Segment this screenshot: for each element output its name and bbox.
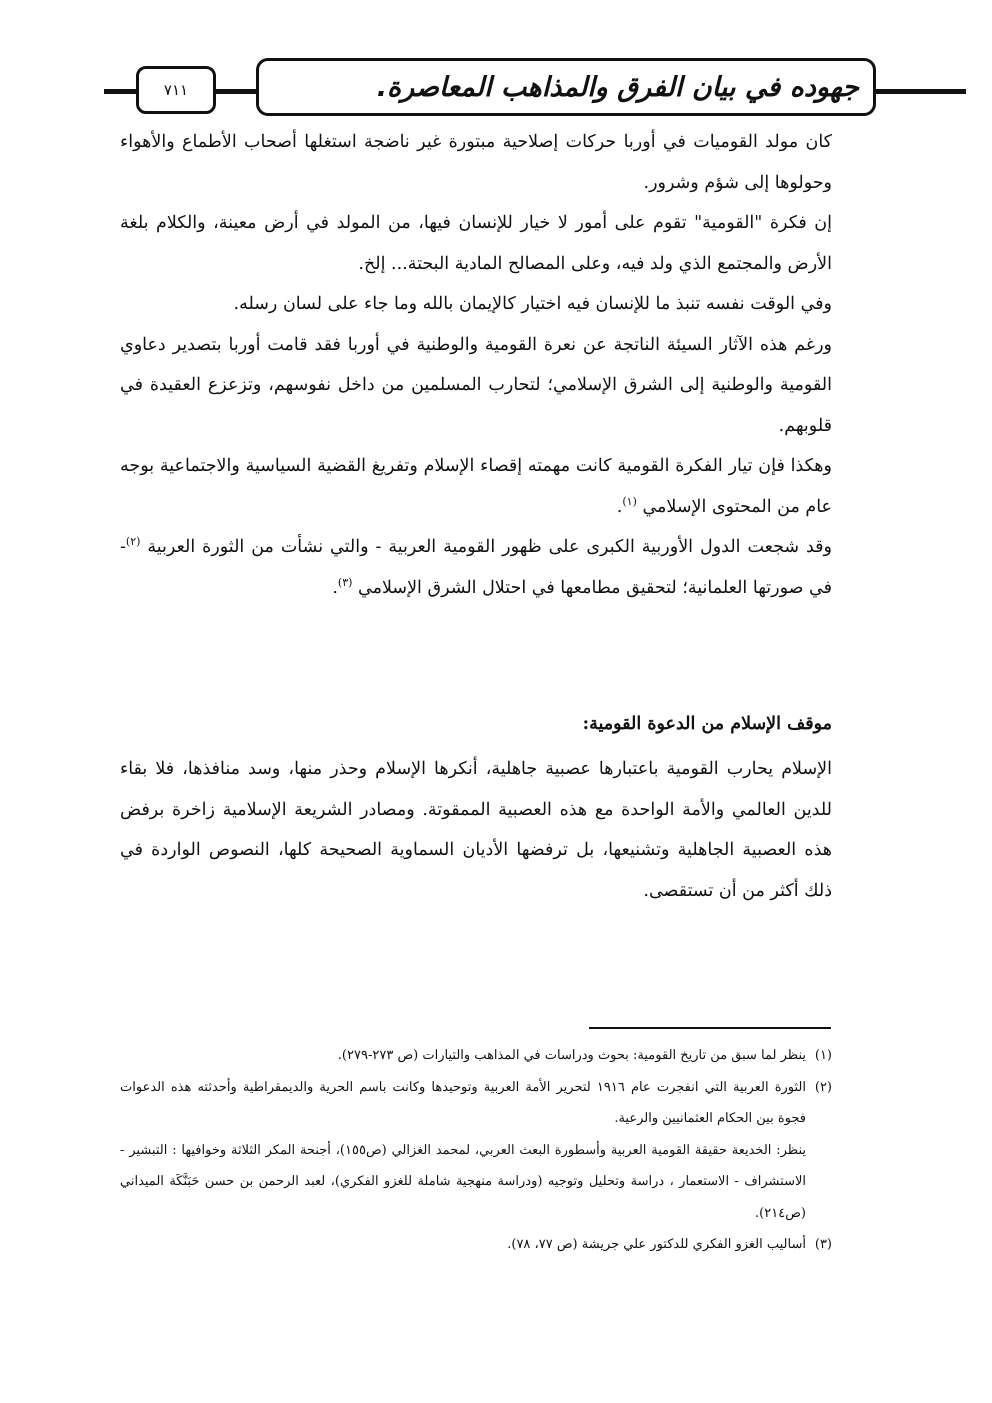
footnote-2 [120, 1072, 832, 1135]
footnote-2-continuation: ينظر: الخديعة حقيقة القومية العربية وأسطورة البعث العربي، لمحمد الغزالي (ص١٥٥)، أجنحة المكر الثلاثة وخوافيها : التبشير - الاستشراف - الاستعمار ، دراسة وتحليل وتوجيه (ودراسة منهجية شاملة للغزو الفكري)، لعبد الرحمن بن حسن حَبَنَّكَة الميداني (ص٢١٤). [120, 1142, 806, 1221]
section-paragraph: الإسلام يحارب القومية باعتبارها عصبية جاهلية، أنكرها الإسلام وحذر منها، وسد منافذها، فلا بقاء للدين العالمي والأمة الواحدة مع هذه العصبية الممقوتة. ومصادر الشريعة الإسلامية زاخرة برفض هذه العصبية الجاهلية وتشنيعها، بل ترفضها الأديان السماوية الصحيحة كلها، النصوص الواردة في ذلك أكثر من أن تستقصى. [120, 759, 832, 901]
paragraph-6-end: . [332, 577, 338, 598]
footnote-separator [589, 1027, 831, 1029]
header-rule-right [874, 89, 966, 94]
main-text [120, 122, 832, 608]
footnote-1-text: ينظر لما سبق من تاريخ القومية: بحوث ودراسات في المذاهب والتيارات (ص ٢٧٣-٢٧٩). [337, 1048, 806, 1063]
footnote-2-text: الثورة العربية التي انفجرت عام ١٩١٦ لتحرير الأمة العربية وتوحيدها وكانت باسم الحرية والديمقراطية وأحدثته هذه الدعوات فجوة بين الحكام العثمانيين والرعية. [120, 1079, 806, 1126]
footnote-ref-1[interactable]: (١) [622, 494, 637, 508]
footnote-ref-3[interactable]: (٣) [337, 575, 353, 589]
header-rule-left-outer [104, 89, 138, 94]
section-heading: موقف الإسلام من الدعوة القومية: [582, 714, 832, 734]
paragraph-6 [120, 527, 832, 608]
footnote-3-text: أساليب الغزو الفكري للدكتور علي جريشة (ص ٧٧، ٧٨). [507, 1237, 806, 1252]
paragraph-2: إن فكرة "القومية" تقوم على أمور لا خيار للإنسان فيها، من المولد في أرض معينة، والكلام بلغة الأرض والمجتمع الذي ولد فيه، وعلى المصالح المادية البحتة... إلخ. [120, 213, 832, 274]
footnote-3-mark: (٣) [814, 1237, 832, 1252]
footnote-1-mark: (١) [814, 1048, 832, 1063]
paragraph-4: ورغم هذه الآثار السيئة الناتجة عن نعرة القومية والوطنية في أوربا فقد قامت أوربا بتصدير دعاوي القومية والوطنية إلى الشرق الإسلامي؛ لتحارب المسلمين من داخل نفوسهم، وتزعزع العقيدة في قلوبهم. [120, 334, 832, 436]
paragraph-1: كان مولد القوميات في أوربا حركات إصلاحية مبتورة غير ناضجة استغلها أصحاب الأطماع والأهواء وحولوها إلى شؤم وشرور. [120, 132, 832, 193]
running-title: جهوده في بيان الفرق والمذاهب المعاصرة. [256, 58, 876, 116]
paragraph-5 [120, 446, 832, 527]
paragraph-6-text-a: وقد شجعت الدول الأوربية الكبرى على ظهور القومية العربية - والتي نشأت من الثورة العربية [147, 537, 832, 557]
paragraph-5-end: . [616, 496, 623, 517]
paragraph-6-text-b: - في صورتها العلمانية؛ لتحقيق مطامعها في احتلال الشرق الإسلامي [120, 537, 832, 598]
footnote-2-mark: (٢) [814, 1079, 832, 1095]
footnote-ref-2[interactable]: (٢) [125, 535, 141, 548]
header-rule-left-inner [216, 89, 258, 94]
paragraph-5-text: وهكذا فإن تيار الفكرة القومية كانت مهمته إقصاء الإسلام وتفريغ القضية السياسية والاجتماعية بوجه عام من المحتوى الإسلامي [120, 456, 832, 517]
page-number: ٧١١ [136, 66, 216, 114]
footnotes [120, 1040, 832, 1261]
paragraph-3: وفي الوقت نفسه تنبذ ما للإنسان فيه اختيار كالإيمان بالله وما جاء على لسان رسله. [233, 294, 832, 314]
footnote-3 [120, 1229, 832, 1261]
footnote-1 [120, 1040, 832, 1072]
